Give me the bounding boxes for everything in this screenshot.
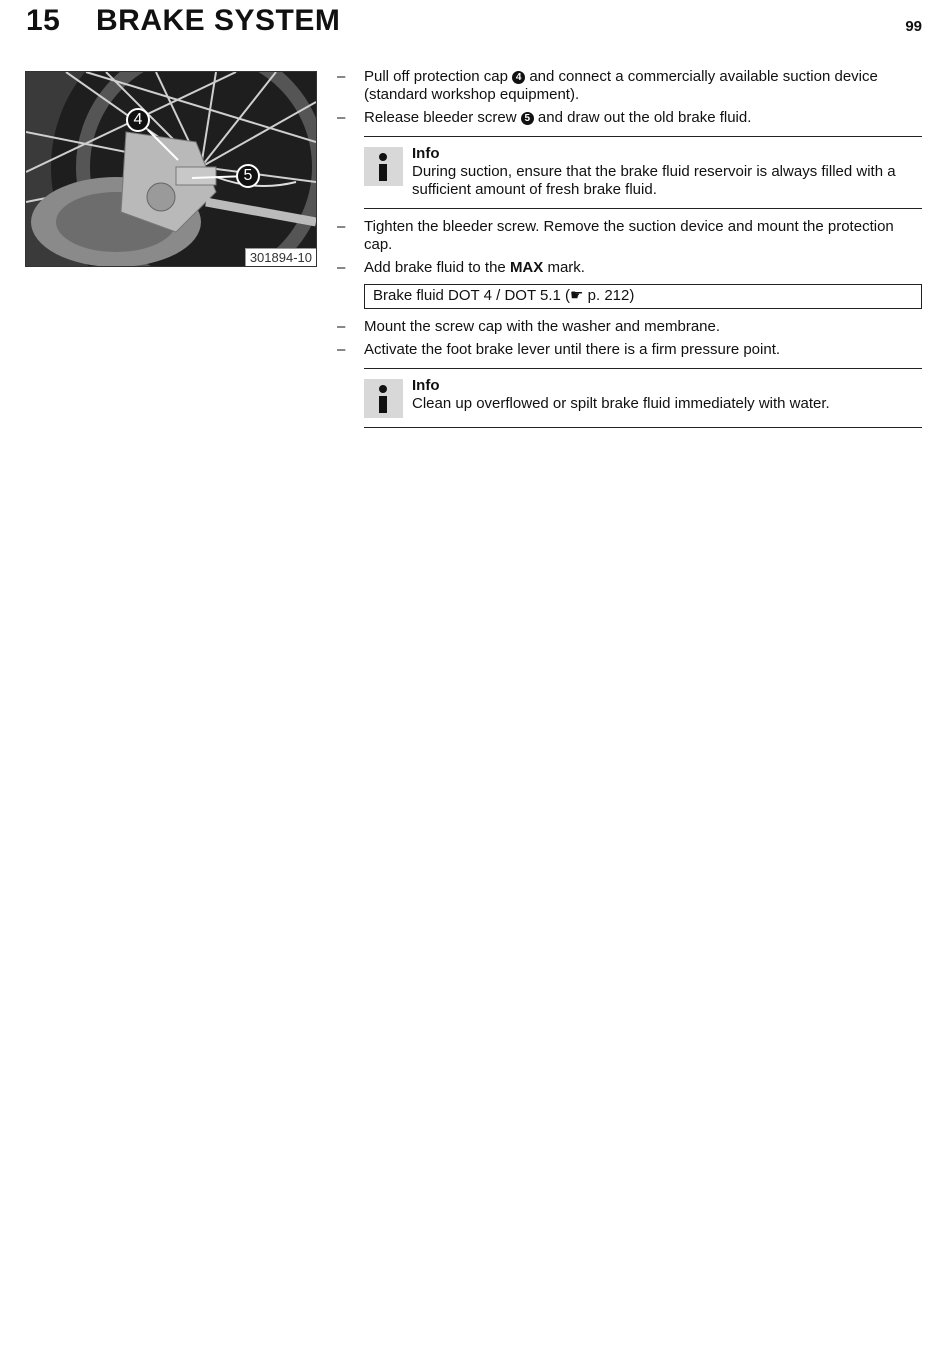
brake-caliper-photo xyxy=(25,71,317,267)
step-pull-off-cap xyxy=(337,68,922,104)
callout-ref: 4 xyxy=(512,71,525,84)
step-dash: – xyxy=(337,318,346,335)
step-text: Release bleeder screw xyxy=(364,109,521,126)
step-mount-cap xyxy=(337,318,922,336)
step-text: mark. xyxy=(543,259,585,276)
callout-4: 4 xyxy=(133,111,143,128)
step-text: and connect a commercially available suction device (standard workshop equipment). xyxy=(364,68,878,103)
step-text: Mount the screw cap with the washer and membrane. xyxy=(364,318,721,335)
step-text: Activate the foot brake lever until there is a firm pressure point. xyxy=(364,341,781,358)
step-dash: – xyxy=(337,259,346,276)
callout-5: 5 xyxy=(243,167,253,184)
info-box xyxy=(364,136,922,209)
step-release-bleeder xyxy=(337,109,922,127)
chapter-number: 15 xyxy=(26,4,61,37)
info-icon xyxy=(364,379,403,418)
spec-text: Brake fluid DOT 4 / DOT 5.1 ( xyxy=(373,287,571,304)
procedure-content xyxy=(337,68,922,437)
page-ref-link[interactable]: p. 212) xyxy=(583,287,635,304)
step-text: Add brake fluid to the xyxy=(364,259,510,276)
info-title: Info xyxy=(412,377,440,394)
info-icon xyxy=(364,147,403,186)
step-dash: – xyxy=(337,218,346,235)
step-text: Tighten the bleeder screw. Remove the suction device and mount the protection cap. xyxy=(364,218,894,253)
info-text: During suction, ensure that the brake fluid reservoir is always filled with a sufficient amount of fresh brake fluid. xyxy=(412,163,896,198)
callout-ref: 5 xyxy=(521,112,534,125)
info-text: Clean up overflowed or spilt brake fluid immediately with water. xyxy=(412,395,830,412)
step-add-fluid xyxy=(337,259,922,277)
step-dash: – xyxy=(337,109,346,126)
step-tighten-bleeder xyxy=(337,218,922,254)
chapter-title: BRAKE SYSTEM xyxy=(96,4,341,37)
step-activate-lever xyxy=(337,341,922,359)
max-mark: MAX xyxy=(509,259,544,276)
page-number: 99 xyxy=(905,18,922,35)
step-dash: – xyxy=(337,68,346,85)
page-ref-arrow-icon: ☛ xyxy=(570,287,584,304)
brake-fluid-spec xyxy=(364,284,922,309)
step-text: and draw out the old brake fluid. xyxy=(533,109,752,126)
step-text: Pull off protection cap xyxy=(364,68,513,85)
info-title: Info xyxy=(412,145,440,162)
step-dash: – xyxy=(337,341,346,358)
figure-code: 301894-10 xyxy=(245,248,316,266)
info-box xyxy=(364,368,922,428)
